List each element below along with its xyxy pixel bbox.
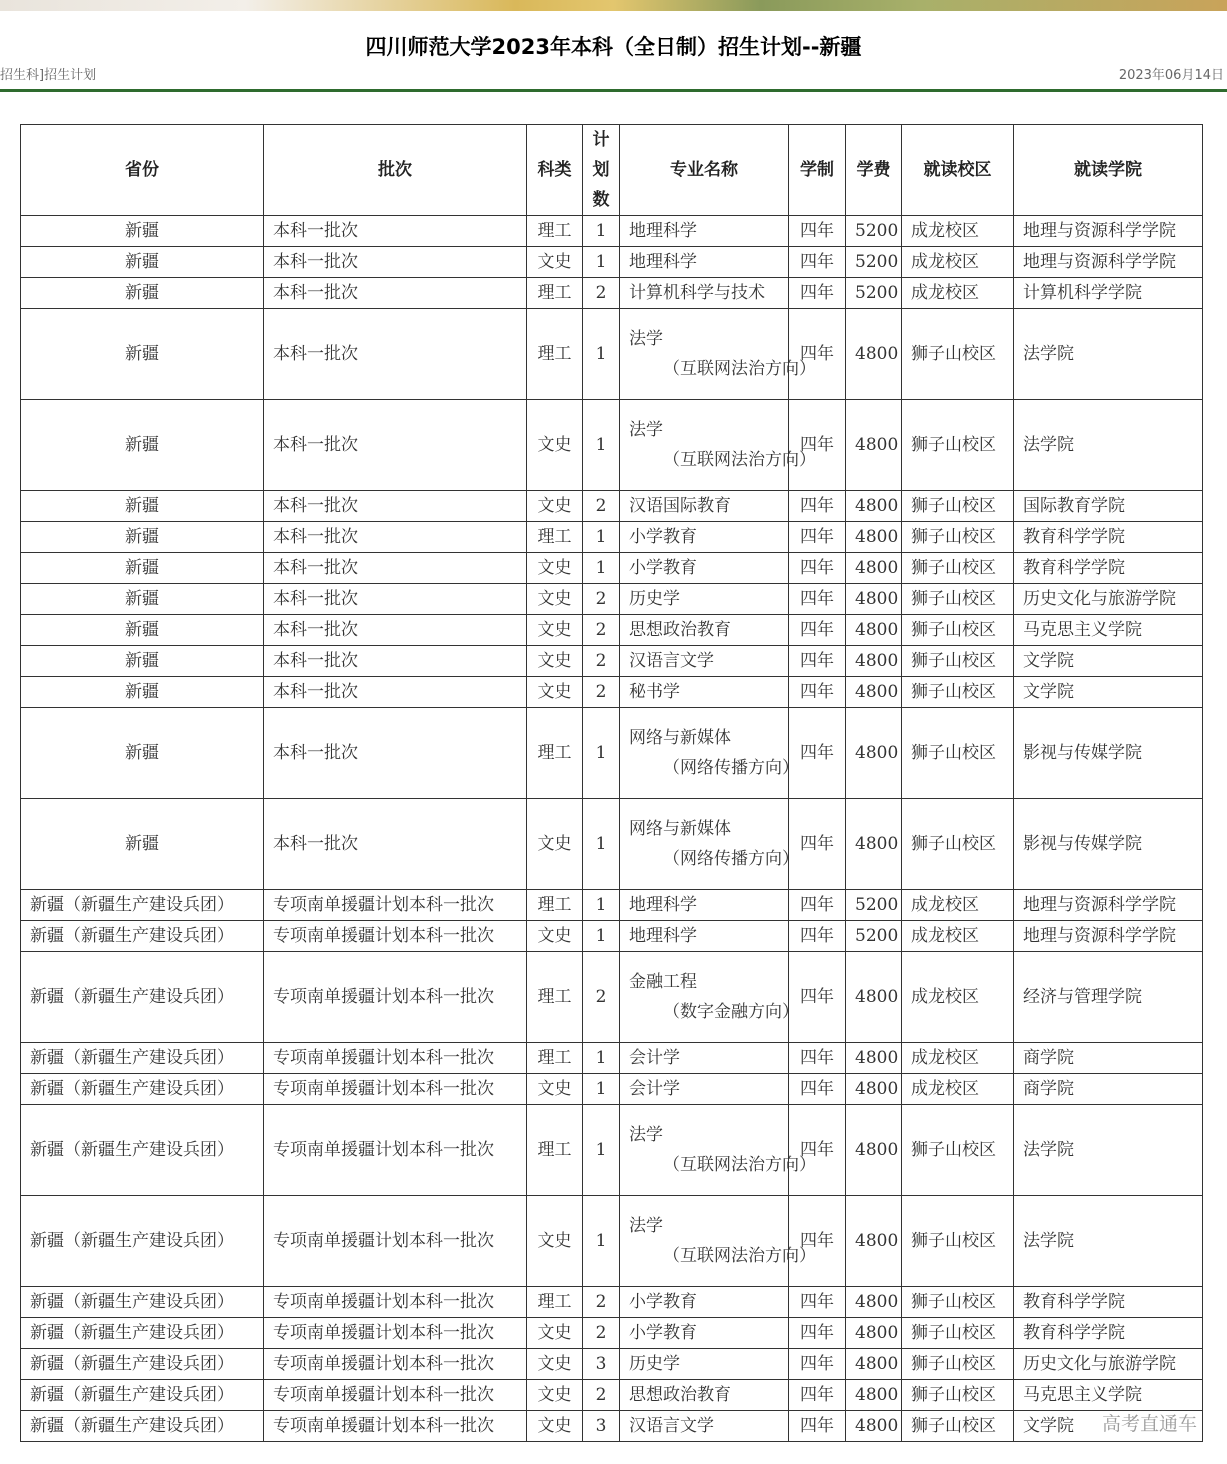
cell-category: 理工 bbox=[527, 216, 583, 247]
cell-major: 地理科学 bbox=[620, 921, 789, 952]
cell-plan: 1 bbox=[583, 799, 620, 890]
cell-duration: 四年 bbox=[789, 890, 846, 921]
cell-major: 汉语言文学 bbox=[620, 646, 789, 677]
enrollment-plan-table bbox=[20, 124, 1203, 1442]
cell-plan: 1 bbox=[583, 1105, 620, 1196]
cell-major bbox=[620, 1196, 816, 1287]
cell-category: 文史 bbox=[527, 1380, 583, 1411]
cell-major: 会计学 bbox=[620, 1074, 789, 1105]
cell-fee: 4800 bbox=[846, 952, 902, 1043]
cell-fee: 4800 bbox=[846, 708, 902, 799]
cell-plan: 2 bbox=[583, 646, 620, 677]
cell-plan: 2 bbox=[583, 1287, 620, 1318]
major-direction: （网络传播方向） bbox=[663, 849, 799, 869]
table-row bbox=[21, 1411, 1203, 1442]
cell-batch: 专项南单援疆计划本科一批次 bbox=[264, 1380, 527, 1411]
cell-major: 计算机科学与技术 bbox=[620, 278, 789, 309]
cell-fee: 5200 bbox=[846, 921, 902, 952]
cell-category: 文史 bbox=[527, 1318, 583, 1349]
cell-college: 马克思主义学院 bbox=[1014, 615, 1203, 646]
header-banner-image bbox=[0, 0, 1227, 11]
article-source[interactable]: 招生科]招生计划 bbox=[0, 68, 97, 83]
cell-category: 文史 bbox=[527, 584, 583, 615]
table-header-row bbox=[21, 125, 1203, 216]
cell-campus: 成龙校区 bbox=[902, 890, 1014, 921]
cell-college: 法学院 bbox=[1014, 1105, 1203, 1196]
cell-batch: 本科一批次 bbox=[264, 677, 527, 708]
cell-province: 新疆 bbox=[21, 553, 264, 584]
cell-category: 理工 bbox=[527, 952, 583, 1043]
cell-major bbox=[620, 799, 799, 890]
cell-fee: 4800 bbox=[846, 584, 902, 615]
cell-fee: 4800 bbox=[846, 491, 902, 522]
cell-batch: 本科一批次 bbox=[264, 216, 527, 247]
cell-campus: 成龙校区 bbox=[902, 278, 1014, 309]
cell-plan: 1 bbox=[583, 1074, 620, 1105]
cell-major: 地理科学 bbox=[620, 216, 789, 247]
cell-plan: 1 bbox=[583, 921, 620, 952]
cell-major: 小学教育 bbox=[620, 1318, 789, 1349]
table-body bbox=[21, 216, 1203, 1442]
header-batch: 批次 bbox=[264, 125, 527, 216]
cell-plan: 1 bbox=[583, 708, 620, 799]
cell-batch: 本科一批次 bbox=[264, 799, 527, 890]
cell-duration: 四年 bbox=[789, 1287, 846, 1318]
cell-batch: 专项南单援疆计划本科一批次 bbox=[264, 1318, 527, 1349]
header-college: 就读学院 bbox=[1014, 125, 1203, 216]
table-row bbox=[21, 1318, 1203, 1349]
cell-campus: 狮子山校区 bbox=[902, 309, 1014, 400]
cell-category: 文史 bbox=[527, 921, 583, 952]
cell-plan: 2 bbox=[583, 952, 620, 1043]
cell-province: 新疆 bbox=[21, 216, 264, 247]
cell-batch: 专项南单援疆计划本科一批次 bbox=[264, 1287, 527, 1318]
header-fee: 学费 bbox=[846, 125, 902, 216]
table-row bbox=[21, 799, 1203, 890]
cell-batch: 本科一批次 bbox=[264, 708, 527, 799]
cell-campus: 狮子山校区 bbox=[902, 1380, 1014, 1411]
cell-category: 理工 bbox=[527, 1043, 583, 1074]
cell-fee: 4800 bbox=[846, 1349, 902, 1380]
cell-campus: 狮子山校区 bbox=[902, 1349, 1014, 1380]
cell-batch: 专项南单援疆计划本科一批次 bbox=[264, 1105, 527, 1196]
cell-campus: 成龙校区 bbox=[902, 216, 1014, 247]
cell-college: 法学院 bbox=[1014, 1196, 1203, 1287]
cell-campus: 狮子山校区 bbox=[902, 400, 1014, 491]
cell-college: 文学院 bbox=[1014, 646, 1203, 677]
cell-batch: 本科一批次 bbox=[264, 646, 527, 677]
table-row bbox=[21, 216, 1203, 247]
cell-major: 会计学 bbox=[620, 1043, 789, 1074]
major-direction: （互联网法治方向） bbox=[663, 359, 816, 379]
header-category: 科类 bbox=[527, 125, 583, 216]
cell-province: 新疆 bbox=[21, 646, 264, 677]
cell-duration: 四年 bbox=[789, 615, 846, 646]
cell-province: 新疆 bbox=[21, 584, 264, 615]
cell-category: 文史 bbox=[527, 553, 583, 584]
cell-category: 理工 bbox=[527, 278, 583, 309]
cell-major: 思想政治教育 bbox=[620, 615, 789, 646]
cell-campus: 狮子山校区 bbox=[902, 799, 1014, 890]
cell-campus: 狮子山校区 bbox=[902, 1411, 1014, 1442]
cell-major: 思想政治教育 bbox=[620, 1380, 789, 1411]
cell-college: 计算机科学学院 bbox=[1014, 278, 1203, 309]
cell-duration: 四年 bbox=[789, 1380, 846, 1411]
cell-fee: 5200 bbox=[846, 890, 902, 921]
cell-plan: 3 bbox=[583, 1411, 620, 1442]
cell-province: 新疆（新疆生产建设兵团） bbox=[21, 1380, 264, 1411]
cell-major: 小学教育 bbox=[620, 553, 789, 584]
cell-province: 新疆 bbox=[21, 309, 264, 400]
cell-category: 文史 bbox=[527, 400, 583, 491]
cell-plan: 2 bbox=[583, 677, 620, 708]
cell-college: 地理与资源科学学院 bbox=[1014, 890, 1203, 921]
cell-college: 教育科学学院 bbox=[1014, 1318, 1203, 1349]
cell-category: 文史 bbox=[527, 1074, 583, 1105]
cell-college: 商学院 bbox=[1014, 1074, 1203, 1105]
cell-duration: 四年 bbox=[789, 278, 846, 309]
cell-province: 新疆 bbox=[21, 247, 264, 278]
cell-category: 理工 bbox=[527, 1287, 583, 1318]
cell-category: 文史 bbox=[527, 1349, 583, 1380]
cell-province: 新疆（新疆生产建设兵团） bbox=[21, 1196, 264, 1287]
cell-batch: 专项南单援疆计划本科一批次 bbox=[264, 1043, 527, 1074]
cell-duration: 四年 bbox=[789, 400, 846, 491]
cell-college: 国际教育学院 bbox=[1014, 491, 1203, 522]
cell-college: 文学院 bbox=[1014, 1411, 1203, 1442]
major-name: 法学 bbox=[629, 1216, 663, 1236]
cell-major: 地理科学 bbox=[620, 890, 789, 921]
cell-plan: 2 bbox=[583, 615, 620, 646]
header-campus: 就读校区 bbox=[902, 125, 1014, 216]
cell-college: 文学院 bbox=[1014, 677, 1203, 708]
cell-duration: 四年 bbox=[789, 921, 846, 952]
cell-duration: 四年 bbox=[789, 247, 846, 278]
cell-duration: 四年 bbox=[789, 799, 846, 890]
cell-major: 历史学 bbox=[620, 1349, 789, 1380]
major-direction: （数字金融方向） bbox=[663, 1002, 799, 1022]
cell-campus: 狮子山校区 bbox=[902, 708, 1014, 799]
cell-college: 马克思主义学院 bbox=[1014, 1380, 1203, 1411]
cell-plan: 1 bbox=[583, 247, 620, 278]
cell-fee: 4800 bbox=[846, 615, 902, 646]
cell-campus: 狮子山校区 bbox=[902, 615, 1014, 646]
cell-batch: 本科一批次 bbox=[264, 522, 527, 553]
cell-category: 文史 bbox=[527, 491, 583, 522]
table-row bbox=[21, 309, 1203, 400]
table-row bbox=[21, 615, 1203, 646]
cell-fee: 4800 bbox=[846, 522, 902, 553]
table-row bbox=[21, 952, 1203, 1043]
cell-plan: 2 bbox=[583, 278, 620, 309]
cell-province: 新疆（新疆生产建设兵团） bbox=[21, 1318, 264, 1349]
cell-province: 新疆 bbox=[21, 708, 264, 799]
cell-fee: 4800 bbox=[846, 1411, 902, 1442]
cell-batch: 专项南单援疆计划本科一批次 bbox=[264, 1196, 527, 1287]
cell-college: 法学院 bbox=[1014, 309, 1203, 400]
cell-college: 地理与资源科学学院 bbox=[1014, 921, 1203, 952]
major-name: 网络与新媒体 bbox=[629, 728, 731, 748]
cell-fee: 4800 bbox=[846, 1287, 902, 1318]
cell-category: 理工 bbox=[527, 522, 583, 553]
cell-major bbox=[620, 400, 816, 491]
cell-college: 经济与管理学院 bbox=[1014, 952, 1203, 1043]
cell-duration: 四年 bbox=[789, 491, 846, 522]
cell-major: 历史学 bbox=[620, 584, 789, 615]
cell-category: 理工 bbox=[527, 708, 583, 799]
table-row bbox=[21, 677, 1203, 708]
cell-province: 新疆（新疆生产建设兵团） bbox=[21, 1074, 264, 1105]
cell-major: 小学教育 bbox=[620, 1287, 789, 1318]
major-direction: （互联网法治方向） bbox=[663, 450, 816, 470]
cell-fee: 4800 bbox=[846, 1074, 902, 1105]
cell-fee: 4800 bbox=[846, 309, 902, 400]
cell-category: 理工 bbox=[527, 309, 583, 400]
cell-category: 文史 bbox=[527, 1196, 583, 1287]
cell-major bbox=[620, 952, 799, 1043]
cell-batch: 专项南单援疆计划本科一批次 bbox=[264, 890, 527, 921]
cell-fee: 4800 bbox=[846, 1043, 902, 1074]
cell-province: 新疆（新疆生产建设兵团） bbox=[21, 952, 264, 1043]
table-row bbox=[21, 400, 1203, 491]
cell-category: 文史 bbox=[527, 615, 583, 646]
cell-campus: 狮子山校区 bbox=[902, 1105, 1014, 1196]
cell-province: 新疆（新疆生产建设兵团） bbox=[21, 1411, 264, 1442]
cell-batch: 本科一批次 bbox=[264, 400, 527, 491]
cell-batch: 专项南单援疆计划本科一批次 bbox=[264, 952, 527, 1043]
cell-fee: 5200 bbox=[846, 216, 902, 247]
cell-duration: 四年 bbox=[789, 1043, 846, 1074]
cell-major: 地理科学 bbox=[620, 247, 789, 278]
cell-province: 新疆 bbox=[21, 677, 264, 708]
cell-duration: 四年 bbox=[789, 522, 846, 553]
cell-college: 历史文化与旅游学院 bbox=[1014, 1349, 1203, 1380]
page-title: 四川师范大学2023年本科（全日制）招生计划--新疆 bbox=[365, 35, 862, 59]
cell-college: 教育科学学院 bbox=[1014, 522, 1203, 553]
cell-college: 地理与资源科学学院 bbox=[1014, 216, 1203, 247]
cell-batch: 本科一批次 bbox=[264, 491, 527, 522]
table-row bbox=[21, 1349, 1203, 1380]
cell-batch: 专项南单援疆计划本科一批次 bbox=[264, 921, 527, 952]
cell-category: 理工 bbox=[527, 1105, 583, 1196]
major-direction: （互联网法治方向） bbox=[663, 1155, 816, 1175]
cell-campus: 狮子山校区 bbox=[902, 1318, 1014, 1349]
cell-plan: 1 bbox=[583, 553, 620, 584]
cell-plan: 2 bbox=[583, 491, 620, 522]
cell-plan: 2 bbox=[583, 1318, 620, 1349]
divider bbox=[0, 89, 1227, 92]
cell-plan: 1 bbox=[583, 309, 620, 400]
major-direction: （互联网法治方向） bbox=[663, 1246, 816, 1266]
cell-plan: 2 bbox=[583, 584, 620, 615]
table-row bbox=[21, 522, 1203, 553]
cell-fee: 4800 bbox=[846, 553, 902, 584]
cell-batch: 专项南单援疆计划本科一批次 bbox=[264, 1074, 527, 1105]
header-province: 省份 bbox=[21, 125, 264, 216]
table-row bbox=[21, 278, 1203, 309]
cell-fee: 4800 bbox=[846, 400, 902, 491]
cell-campus: 狮子山校区 bbox=[902, 1196, 1014, 1287]
cell-province: 新疆（新疆生产建设兵团） bbox=[21, 890, 264, 921]
cell-major bbox=[620, 708, 799, 799]
cell-fee: 4800 bbox=[846, 1196, 902, 1287]
cell-duration: 四年 bbox=[789, 646, 846, 677]
cell-duration: 四年 bbox=[789, 1196, 846, 1287]
cell-duration: 四年 bbox=[789, 1074, 846, 1105]
cell-fee: 4800 bbox=[846, 1318, 902, 1349]
cell-duration: 四年 bbox=[789, 708, 846, 799]
cell-fee: 4800 bbox=[846, 799, 902, 890]
cell-fee: 4800 bbox=[846, 1105, 902, 1196]
cell-college: 影视与传媒学院 bbox=[1014, 799, 1203, 890]
cell-duration: 四年 bbox=[789, 1105, 846, 1196]
table-row bbox=[21, 921, 1203, 952]
cell-duration: 四年 bbox=[789, 584, 846, 615]
cell-province: 新疆（新疆生产建设兵团） bbox=[21, 1349, 264, 1380]
cell-batch: 专项南单援疆计划本科一批次 bbox=[264, 1411, 527, 1442]
cell-plan: 1 bbox=[583, 1043, 620, 1074]
cell-batch: 本科一批次 bbox=[264, 615, 527, 646]
cell-province: 新疆 bbox=[21, 491, 264, 522]
cell-province: 新疆 bbox=[21, 615, 264, 646]
table-row bbox=[21, 1287, 1203, 1318]
table-row bbox=[21, 247, 1203, 278]
major-name: 法学 bbox=[629, 420, 663, 440]
major-name: 网络与新媒体 bbox=[629, 819, 731, 839]
cell-major: 秘书学 bbox=[620, 677, 789, 708]
cell-campus: 狮子山校区 bbox=[902, 491, 1014, 522]
table-row bbox=[21, 553, 1203, 584]
cell-campus: 成龙校区 bbox=[902, 921, 1014, 952]
table-row bbox=[21, 1074, 1203, 1105]
cell-duration: 四年 bbox=[789, 216, 846, 247]
cell-batch: 本科一批次 bbox=[264, 309, 527, 400]
cell-major: 汉语国际教育 bbox=[620, 491, 789, 522]
table-row bbox=[21, 1105, 1203, 1196]
cell-major: 汉语言文学 bbox=[620, 1411, 789, 1442]
cell-college: 教育科学学院 bbox=[1014, 1287, 1203, 1318]
header-duration: 学制 bbox=[789, 125, 846, 216]
cell-college: 法学院 bbox=[1014, 400, 1203, 491]
cell-plan: 1 bbox=[583, 522, 620, 553]
cell-category: 文史 bbox=[527, 799, 583, 890]
cell-category: 文史 bbox=[527, 1411, 583, 1442]
cell-duration: 四年 bbox=[789, 309, 846, 400]
cell-plan: 2 bbox=[583, 1380, 620, 1411]
table-row bbox=[21, 1196, 1203, 1287]
cell-province: 新疆 bbox=[21, 278, 264, 309]
cell-duration: 四年 bbox=[789, 1349, 846, 1380]
cell-province: 新疆（新疆生产建设兵团） bbox=[21, 1287, 264, 1318]
major-name: 法学 bbox=[629, 329, 663, 349]
cell-college: 地理与资源科学学院 bbox=[1014, 247, 1203, 278]
cell-batch: 本科一批次 bbox=[264, 584, 527, 615]
cell-province: 新疆 bbox=[21, 400, 264, 491]
major-name: 金融工程 bbox=[629, 972, 697, 992]
cell-major bbox=[620, 309, 816, 400]
cell-campus: 成龙校区 bbox=[902, 1043, 1014, 1074]
cell-college: 历史文化与旅游学院 bbox=[1014, 584, 1203, 615]
cell-category: 文史 bbox=[527, 646, 583, 677]
cell-category: 文史 bbox=[527, 247, 583, 278]
cell-campus: 狮子山校区 bbox=[902, 522, 1014, 553]
cell-batch: 专项南单援疆计划本科一批次 bbox=[264, 1349, 527, 1380]
cell-campus: 成龙校区 bbox=[902, 1074, 1014, 1105]
cell-fee: 4800 bbox=[846, 646, 902, 677]
table-row bbox=[21, 1043, 1203, 1074]
cell-fee: 5200 bbox=[846, 278, 902, 309]
table-row bbox=[21, 491, 1203, 522]
cell-plan: 1 bbox=[583, 1196, 620, 1287]
publish-date: 2023年06月14日 bbox=[1118, 68, 1224, 83]
cell-province: 新疆（新疆生产建设兵团） bbox=[21, 921, 264, 952]
cell-college: 影视与传媒学院 bbox=[1014, 708, 1203, 799]
cell-major: 小学教育 bbox=[620, 522, 789, 553]
table-row bbox=[21, 890, 1203, 921]
header-major: 专业名称 bbox=[620, 125, 789, 216]
cell-campus: 狮子山校区 bbox=[902, 584, 1014, 615]
cell-plan: 3 bbox=[583, 1349, 620, 1380]
cell-province: 新疆（新疆生产建设兵团） bbox=[21, 1105, 264, 1196]
cell-campus: 成龙校区 bbox=[902, 247, 1014, 278]
cell-campus: 成龙校区 bbox=[902, 952, 1014, 1043]
cell-campus: 狮子山校区 bbox=[902, 677, 1014, 708]
table-row bbox=[21, 646, 1203, 677]
table-row bbox=[21, 584, 1203, 615]
cell-category: 理工 bbox=[527, 890, 583, 921]
cell-duration: 四年 bbox=[789, 677, 846, 708]
table-row bbox=[21, 708, 1203, 799]
cell-batch: 本科一批次 bbox=[264, 278, 527, 309]
cell-duration: 四年 bbox=[789, 1411, 846, 1442]
cell-batch: 本科一批次 bbox=[264, 553, 527, 584]
cell-fee: 4800 bbox=[846, 1380, 902, 1411]
cell-campus: 狮子山校区 bbox=[902, 1287, 1014, 1318]
major-name: 法学 bbox=[629, 1125, 663, 1145]
cell-province: 新疆（新疆生产建设兵团） bbox=[21, 1043, 264, 1074]
header-plan: 计划数 bbox=[583, 125, 620, 216]
cell-duration: 四年 bbox=[789, 1318, 846, 1349]
cell-campus: 狮子山校区 bbox=[902, 553, 1014, 584]
cell-college: 商学院 bbox=[1014, 1043, 1203, 1074]
cell-batch: 本科一批次 bbox=[264, 247, 527, 278]
cell-province: 新疆 bbox=[21, 799, 264, 890]
cell-duration: 四年 bbox=[789, 952, 846, 1043]
cell-campus: 狮子山校区 bbox=[902, 646, 1014, 677]
table-row bbox=[21, 1380, 1203, 1411]
cell-plan: 1 bbox=[583, 890, 620, 921]
cell-province: 新疆 bbox=[21, 522, 264, 553]
cell-college: 教育科学学院 bbox=[1014, 553, 1203, 584]
watermark: 高考直通车 bbox=[1101, 1413, 1197, 1435]
cell-category: 文史 bbox=[527, 677, 583, 708]
cell-duration: 四年 bbox=[789, 553, 846, 584]
cell-fee: 4800 bbox=[846, 677, 902, 708]
cell-fee: 5200 bbox=[846, 247, 902, 278]
cell-major bbox=[620, 1105, 816, 1196]
cell-plan: 1 bbox=[583, 216, 620, 247]
cell-plan: 1 bbox=[583, 400, 620, 491]
major-direction: （网络传播方向） bbox=[663, 758, 799, 778]
